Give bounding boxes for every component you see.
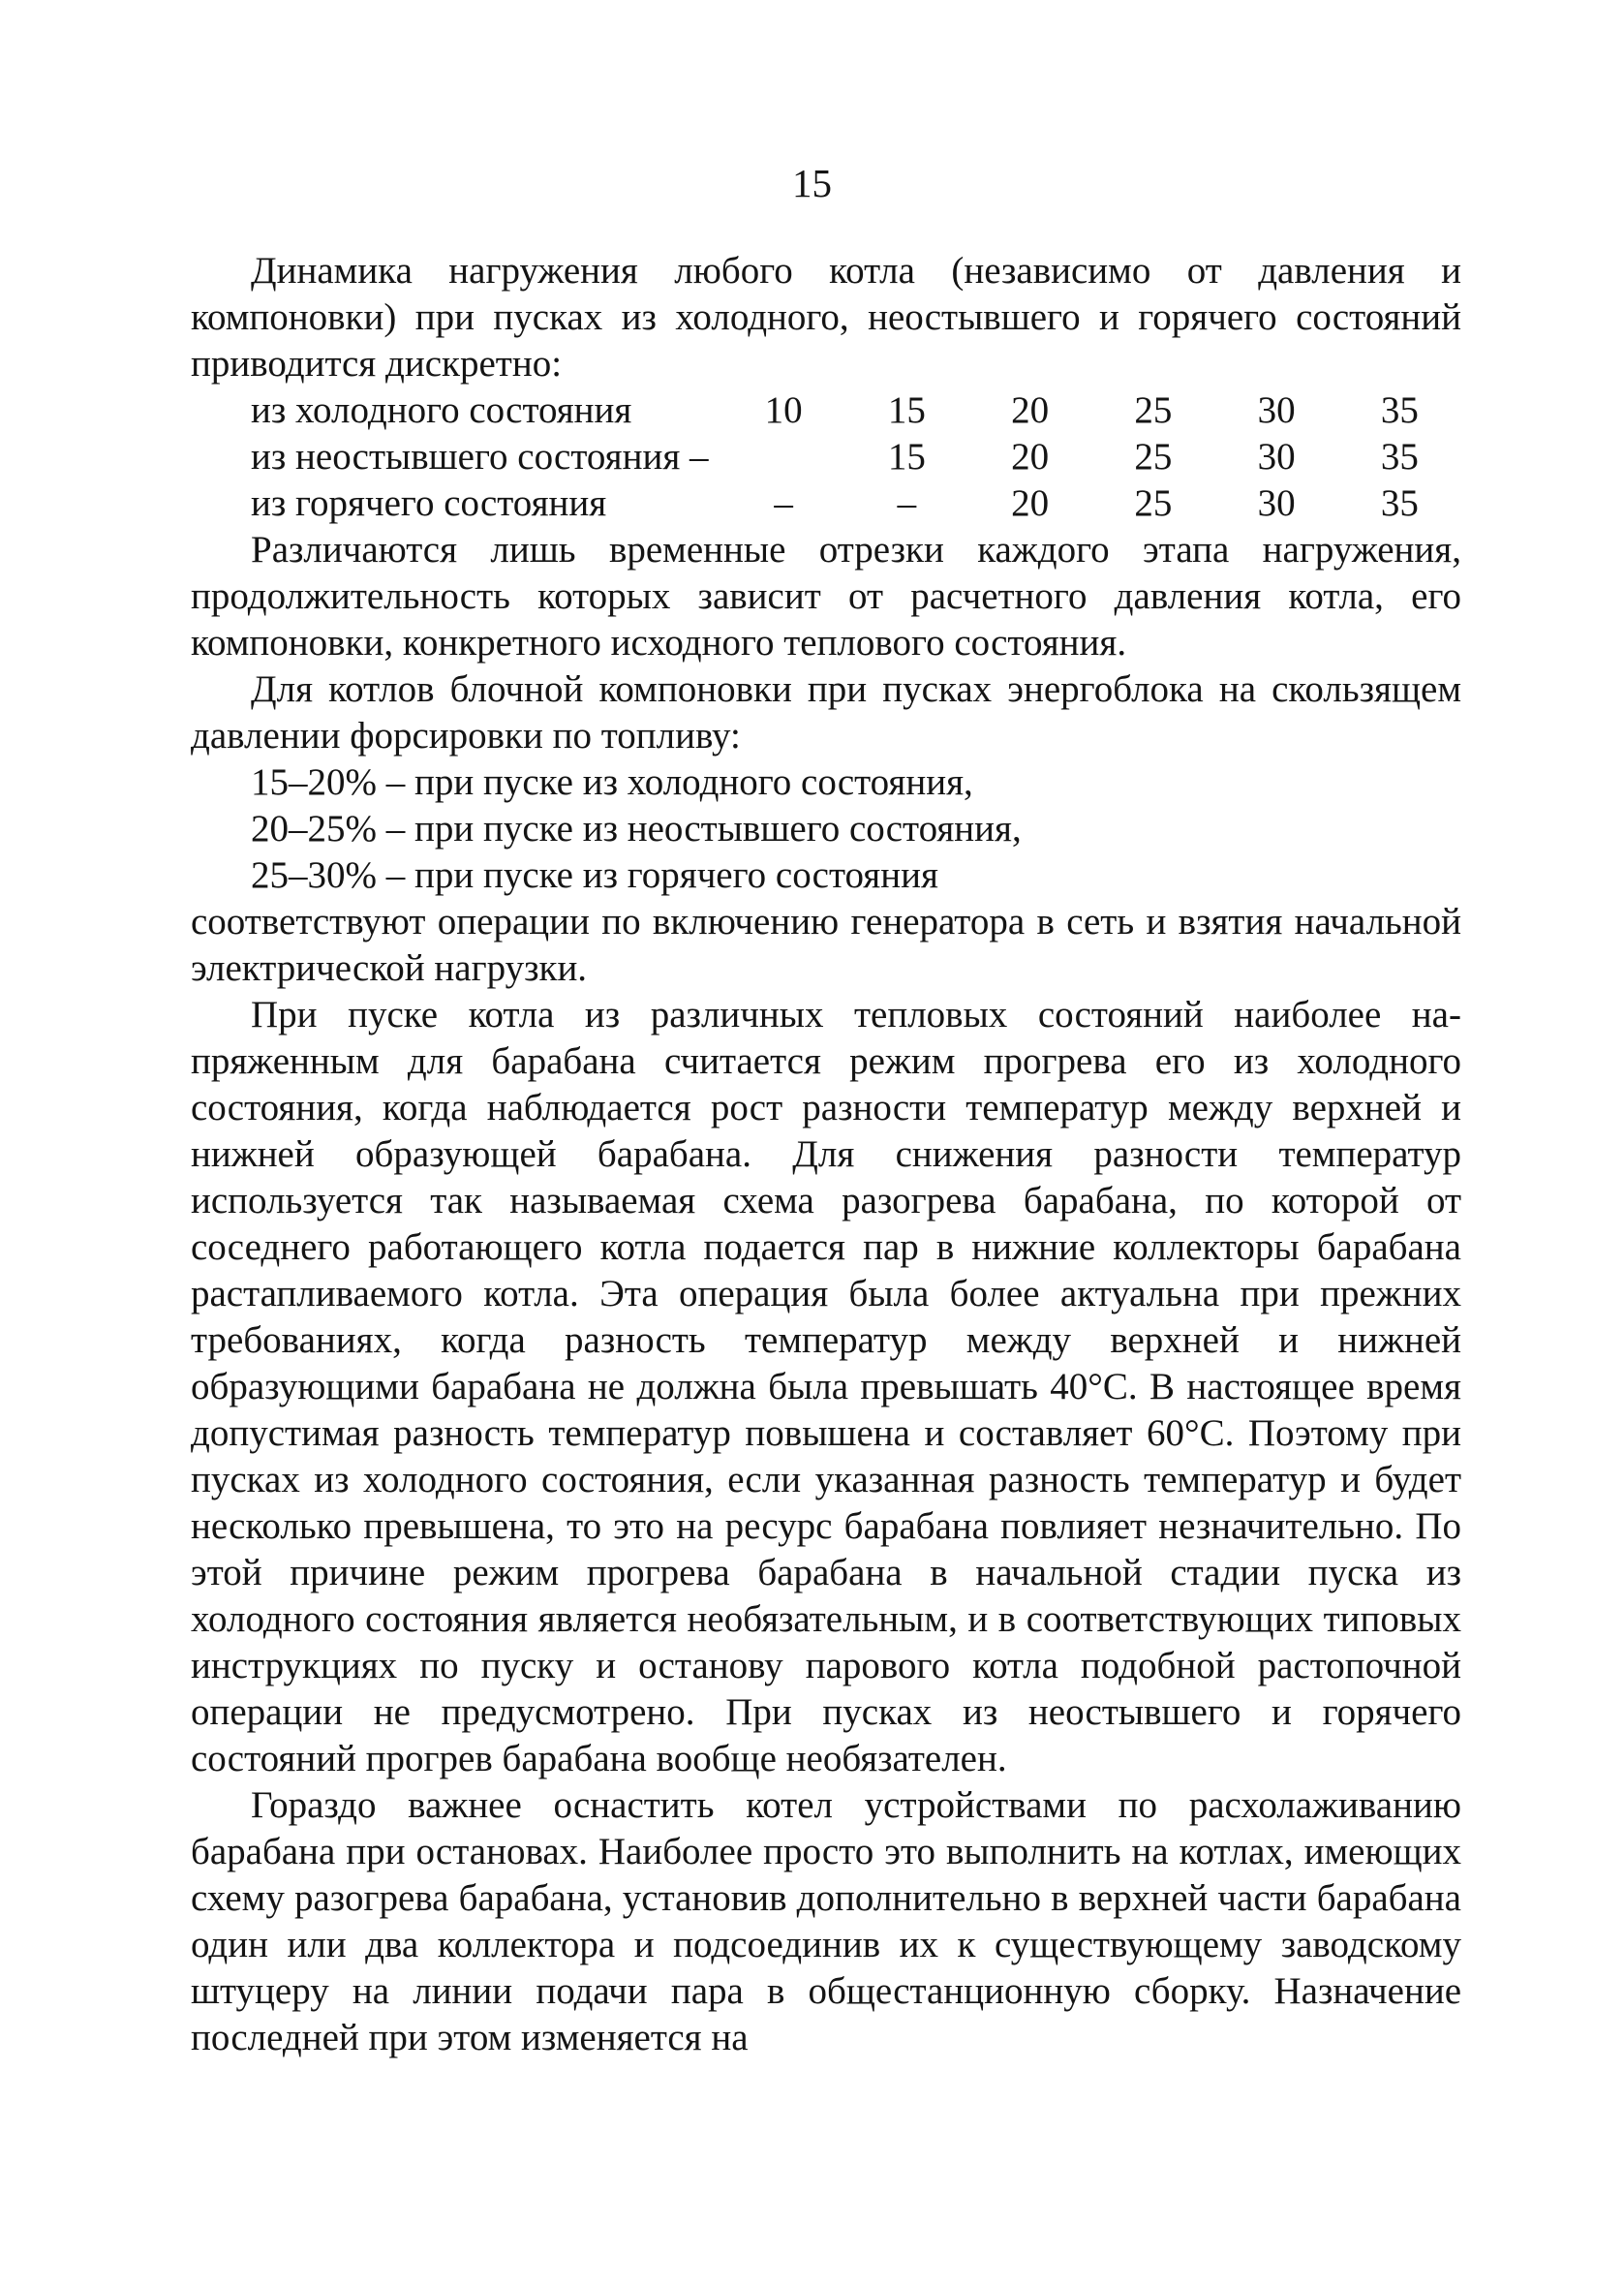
paragraph-correspond: соответствуют операции по включению генератора в сеть и взятия начальной электрической нагрузки. <box>191 901 1461 989</box>
range-item: 20–25% – при пуске из неостывшего состояния, <box>251 808 1022 850</box>
page-number: 15 <box>792 161 832 205</box>
paragraph-differences: Различаются лишь временные отрезки каждого этапа нагружения, продолжительность которых зависит от расчетного давления котла, его компоновки, конкретного исходного теплового состояния. <box>191 529 1461 664</box>
row-value: 35 <box>1380 482 1419 524</box>
paragraph-drum-heating: При пуске котла из различных тепловых состояний наиболее напряженным для барабана считается режим прогрева его из холодного состояния, когда наблюдается рост разности температур между верхней и нижней образующей барабана. Для снижения разности температур используется так называемая схема разогрева барабана, по которой от соседнего работающего котла подается пар в нижние коллекторы барабана растапливаемого котла. Эта операция была более актуальна при прежних требованиях, когда разность температур между верхней и нижней образующими барабана не должна была превышать 40°С. В настоящее время допустимая разность температур повышена и составляет 60°С. Поэтому при пусках из холодного состояния, если указанная разность температур и будет несколько превышена, то это на ресурс барабана повлияет незначительно. По этой причине режим прогрева барабана в начальной стадии пуска из холодного состояния является необязательным, и в соответствующих типовых инструкциях по пуску и останову парового котла подобной растопочной операции не предусмотрено. При пусках из неостывшего и горячего состояний прогрев барабана вообще необязателен. <box>191 994 1461 1779</box>
table-row-warm <box>251 434 1461 480</box>
row-value: 15 <box>887 389 926 431</box>
row-value <box>721 434 844 480</box>
row-value: 20 <box>1011 389 1050 431</box>
row-label: из неостывшего состояния – <box>251 436 709 478</box>
row-value: 25 <box>1134 389 1173 431</box>
row-value: – <box>897 482 917 524</box>
paragraph-intro: Динамика нагружения любого котла (независимо от давления и компоновки) при пусках из холодного, неостывшего и горячего состояний приводится дискретно: <box>191 250 1461 385</box>
paragraph-cooling: Гораздо важнее оснастить котел устройствами по расхолаживанию барабана при остановах. Наиболее просто это выполнить на котлах, имеющих схему разогрева барабана, установив дополнительно в верхней части барабана один или два коллектора и подсоединив их к существующему заводскому штуцеру на линии подачи пара в общестанционную сборку. Назначение последней при этом изменяется на <box>191 1784 1461 2058</box>
paragraph-block-intro: Для котлов блочной компоновки при пусках энергоблока на скользящем давлении форсировки по топливу: <box>191 668 1461 757</box>
row-value: 20 <box>1011 482 1050 524</box>
row-value: 30 <box>1257 389 1296 431</box>
table-row-cold <box>251 387 1461 434</box>
row-value: 25 <box>1134 482 1173 524</box>
row-label: из холодного состояния <box>251 389 632 431</box>
loading-table <box>191 387 1461 527</box>
row-value: – <box>774 482 793 524</box>
row-value: 15 <box>887 436 926 478</box>
table-row-hot <box>251 480 1461 527</box>
row-value: 30 <box>1257 482 1296 524</box>
row-value: 30 <box>1257 436 1296 478</box>
row-value: 10 <box>764 389 803 431</box>
row-label: из горячего состояния <box>251 482 607 524</box>
range-item: 15–20% – при пуске из холодного состояния, <box>251 761 973 803</box>
row-value: 20 <box>1011 436 1050 478</box>
row-value: 35 <box>1380 436 1419 478</box>
row-value: 25 <box>1134 436 1173 478</box>
range-item: 25–30% – при пуске из горячего состояния <box>251 854 938 896</box>
page-body <box>191 248 1461 2061</box>
row-value: 35 <box>1380 389 1419 431</box>
